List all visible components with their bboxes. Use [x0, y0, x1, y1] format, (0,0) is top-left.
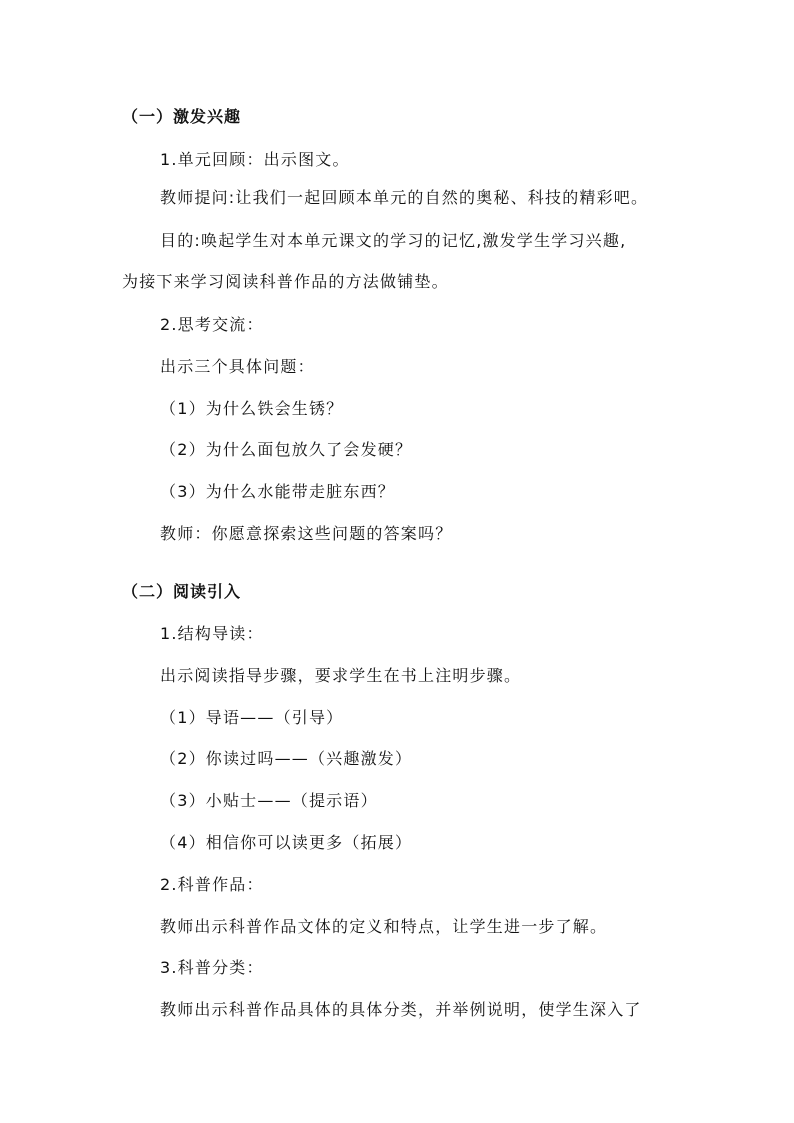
step-4: （4）相信你可以读更多（拓展）: [160, 833, 413, 852]
step-1: （1）导语——（引导）: [160, 708, 344, 727]
purpose-line-2: 为接下来学习阅读科普作品的方法做铺垫。: [122, 272, 449, 291]
question-2: （2）为什么面包放久了会发硬？: [160, 440, 413, 459]
question-1: （1）为什么铁会生锈？: [160, 399, 344, 418]
step-2: （2）你读过吗——（兴趣激发）: [160, 749, 413, 768]
science-works-title: 2.科普作品：: [160, 875, 264, 894]
section-heading-2: （二）阅读引入: [122, 582, 242, 601]
teacher-question: 教师：你愿意探索这些问题的答案吗？: [160, 524, 453, 543]
question-3: （3）为什么水能带走脏东西？: [160, 482, 395, 501]
science-categories-title: 3.科普分类：: [160, 958, 264, 977]
structure-guide-title: 1.结构导读：: [160, 624, 264, 643]
science-works-text: 教师出示科普作品文体的定义和特点，让学生进一步了解。: [160, 917, 608, 936]
steps-intro: 出示阅读指导步骤，要求学生在书上注明步骤。: [160, 666, 522, 685]
questions-intro: 出示三个具体问题：: [160, 357, 315, 376]
teacher-prompt: 教师提问:让我们一起回顾本单元的自然的奥秘、科技的精彩吧。: [160, 188, 649, 207]
purpose-line-1: 目的:唤起学生对本单元课文的学习的记忆,激发学生学习兴趣,: [160, 231, 627, 250]
discussion-title: 2.思考交流：: [160, 315, 264, 334]
science-categories-text: 教师出示科普作品具体的具体分类，并举例说明，使学生深入了: [160, 1000, 642, 1019]
section-heading-1: （一）激发兴趣: [122, 107, 242, 126]
step-3: （3）小贴士——（提示语）: [160, 791, 378, 810]
unit-review-title: 1.单元回顾：出示图文。: [160, 150, 350, 169]
